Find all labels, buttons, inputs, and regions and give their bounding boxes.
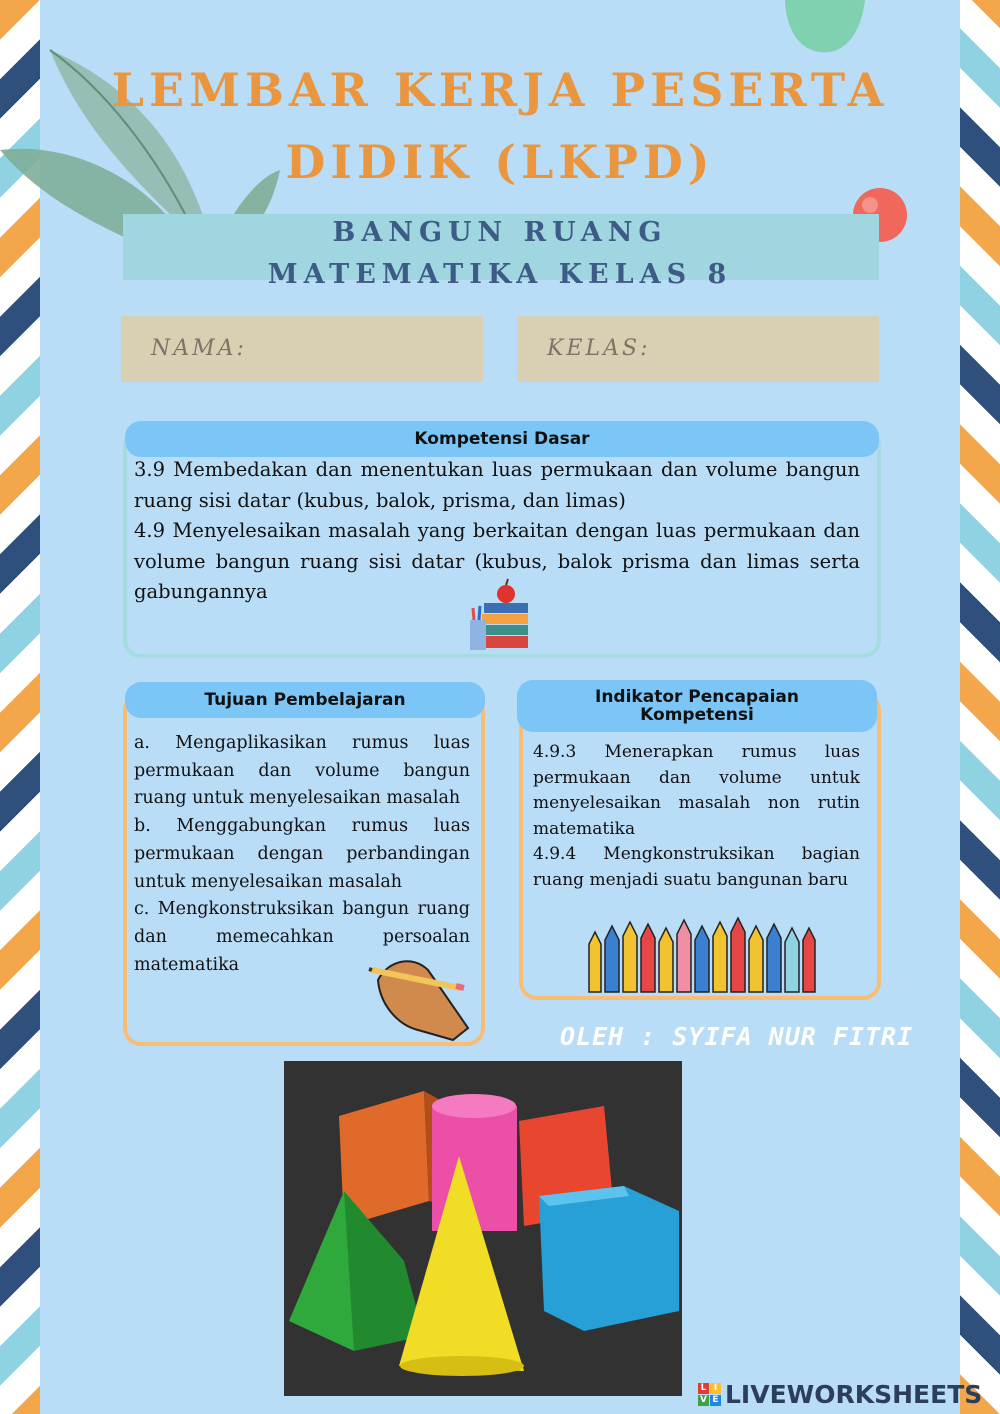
indikator-heading xyxy=(517,680,877,732)
indikator-list xyxy=(533,740,860,893)
geometric-shapes-photo xyxy=(284,1061,682,1396)
tujuan-heading: Tujuan Pembelajaran xyxy=(125,682,485,718)
liveworksheets-text: LIVEWORKSHEETS xyxy=(725,1380,983,1409)
tujuan-list xyxy=(134,730,470,979)
nama-field[interactable] xyxy=(121,316,483,382)
liveworksheets-watermark xyxy=(698,1380,982,1409)
tujuan-item: b. Menggabungkan rumus luas permukaan dengan perbandingan untuk menyelesaikan masalah xyxy=(134,816,470,892)
indikator-heading-line-1: Indikator Pencapaian xyxy=(595,687,799,707)
subtitle-line-2: MATEMATIKA KELAS 8 xyxy=(267,259,733,290)
liveworksheets-logo-icon: L I V E xyxy=(698,1383,721,1406)
kompetensi-dasar-heading: Kompetensi Dasar xyxy=(125,421,879,457)
tujuan-item: c. Mengkonstruksikan bangun ruang dan memecahkan persoalan matematika xyxy=(134,899,470,975)
author-credit: OLEH : SYIFA NUR FITRI xyxy=(560,1022,914,1051)
title-line-1: LEMBAR KERJA PESERTA xyxy=(111,63,889,117)
indikator-heading-line-2: Kompetensi xyxy=(640,705,754,725)
books-apple-icon xyxy=(468,578,532,654)
subtitle xyxy=(0,212,1000,296)
tujuan-item: a. Mengaplikasikan rumus luas permukaan dan volume bangun ruang untuk menyelesaikan masalah xyxy=(134,733,470,809)
indikator-item: 4.9.4 Mengkonstruksikan bagian ruang menjadi suatu bangunan baru xyxy=(533,844,860,890)
subtitle-line-1: BANGUN RUANG xyxy=(332,217,668,248)
page-title xyxy=(0,54,1000,198)
green-shape-decoration-icon xyxy=(780,0,870,60)
indikator-item: 4.9.3 Menerapkan rumus luas permukaan dan volume untuk menyelesaikan masalah non rutin matematika xyxy=(533,742,860,839)
kelas-field[interactable] xyxy=(517,316,879,382)
title-line-2: DIDIK (LKPD) xyxy=(285,135,715,189)
kompetensi-item: 3.9 Membedakan dan menentukan luas permukaan dan volume bangun ruang sisi datar (kubus, balok, prisma, dan limas) xyxy=(134,458,860,512)
kelas-label: KELAS: xyxy=(547,336,651,361)
nama-label: NAMA: xyxy=(151,336,247,361)
pencils-icon xyxy=(585,914,817,994)
kompetensi-item: 4.9 Menyelesaikan masalah yang berkaitan dengan luas permukaan dan volume bangun ruang sisi datar (kubus, balok prisma dan limas serta gabungannya xyxy=(134,519,860,603)
hand-writing-icon xyxy=(368,950,472,1042)
